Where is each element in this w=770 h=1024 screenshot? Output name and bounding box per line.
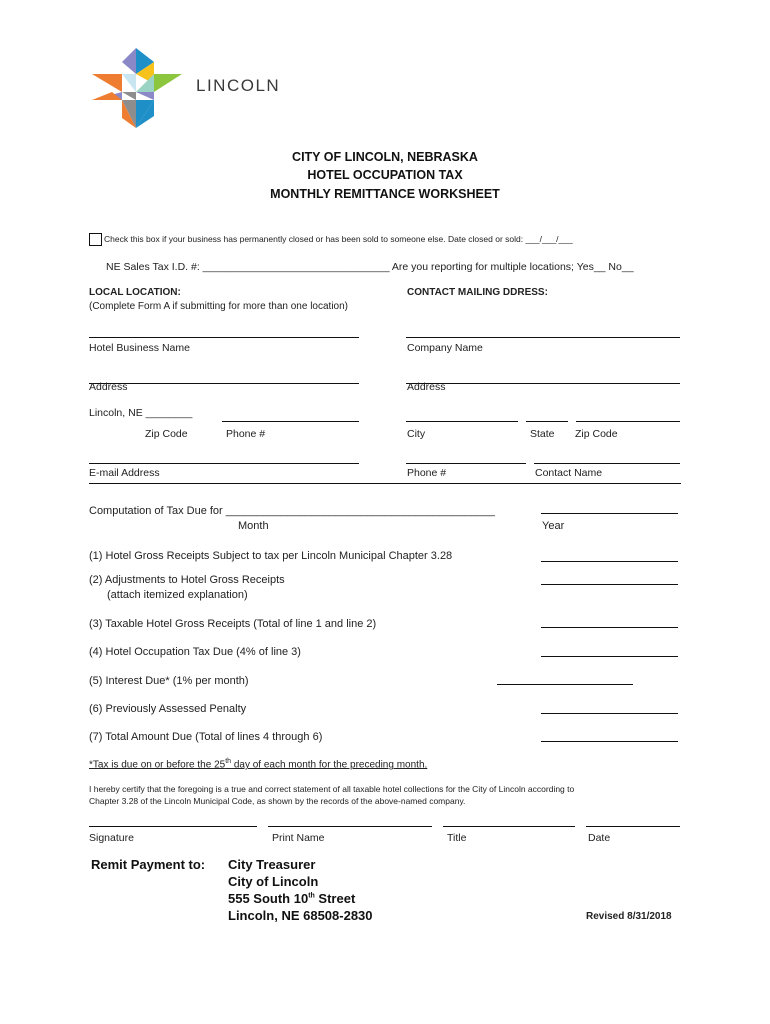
local-phone-label: Phone # bbox=[226, 428, 266, 440]
local-address-label: Address bbox=[89, 381, 128, 393]
line-1-field[interactable] bbox=[541, 561, 678, 562]
line-5-label: (5) Interest Due* (1% per month) bbox=[89, 675, 249, 687]
remit-street: 555 South 10 bbox=[228, 891, 309, 906]
footnote-text: *Tax is due on or before the 25 bbox=[89, 759, 226, 771]
due-date-footnote bbox=[89, 758, 427, 770]
logo-wordmark: LINCOLN bbox=[196, 76, 281, 95]
year-field[interactable] bbox=[541, 513, 678, 514]
mailing-phone-field[interactable] bbox=[406, 463, 526, 464]
mailing-city-label: City bbox=[407, 428, 426, 440]
computation-label[interactable]: Computation of Tax Due for ____________________________________________ bbox=[89, 505, 495, 517]
company-name-label: Company Name bbox=[407, 342, 483, 354]
header-city: CITY OF LINCOLN, NEBRASKA bbox=[292, 150, 478, 164]
line-2-note: (attach itemized explanation) bbox=[107, 589, 248, 601]
line-7-label: (7) Total Amount Due (Total of lines 4 through 6) bbox=[89, 731, 323, 743]
closed-checkbox[interactable] bbox=[89, 233, 102, 246]
date-field[interactable] bbox=[586, 826, 680, 827]
remit-street-end: Street bbox=[314, 891, 356, 906]
lincoln-logo bbox=[88, 44, 303, 132]
remit-street-sup: th bbox=[308, 892, 315, 900]
certify-line-1: I hereby certify that the foregoing is a true and correct statement of all taxable hotel collections for the City of Lincoln according to bbox=[89, 784, 575, 794]
remit-line-3 bbox=[228, 891, 355, 906]
mailing-address-label: Address bbox=[407, 381, 446, 393]
local-email-label: E-mail Address bbox=[89, 467, 160, 479]
contact-name-label: Contact Name bbox=[535, 467, 603, 479]
certify-line-2: Chapter 3.28 of the Lincoln Municipal Code, as shown by the records of the above-named company. bbox=[89, 796, 466, 806]
title-label: Title bbox=[447, 832, 467, 844]
mailing-state-field[interactable] bbox=[526, 421, 568, 422]
business-name-label: Hotel Business Name bbox=[89, 342, 190, 354]
footnote-sup: th bbox=[225, 758, 232, 765]
business-name-field[interactable] bbox=[89, 337, 359, 338]
line-7-field[interactable] bbox=[541, 741, 678, 742]
line-4-label: (4) Hotel Occupation Tax Due (4% of line 3) bbox=[89, 646, 301, 658]
local-address-field[interactable] bbox=[89, 383, 359, 384]
local-email-field[interactable] bbox=[89, 463, 359, 464]
mailing-address-field[interactable] bbox=[406, 383, 680, 384]
mailing-zip-field[interactable] bbox=[576, 421, 680, 422]
print-name-label: Print Name bbox=[272, 832, 325, 844]
remit-label: Remit Payment to: bbox=[91, 857, 206, 872]
mailing-address-heading: CONTACT MAILING DDRESS: bbox=[407, 287, 548, 298]
sales-tax-line[interactable]: NE Sales Tax I.D. #: ________________________________ Are you reporting for multiple locations; Yes__ No__ bbox=[106, 261, 634, 273]
line-5-field[interactable] bbox=[497, 684, 633, 685]
header-worksheet: MONTHLY REMITTANCE WORKSHEET bbox=[270, 187, 500, 201]
closed-notice: Check this box if your business has permanently closed or has been sold to someone else. Date closed or sold: ___/___/___ bbox=[104, 234, 573, 244]
local-phone-field[interactable] bbox=[222, 421, 359, 422]
remit-line-1: City Treasurer bbox=[228, 857, 316, 872]
line-1-label: (1) Hotel Gross Receipts Subject to tax per Lincoln Municipal Chapter 3.28 bbox=[89, 550, 453, 562]
line-6-label: (6) Previously Assessed Penalty bbox=[89, 703, 247, 715]
line-3-field[interactable] bbox=[541, 627, 678, 628]
company-name-field[interactable] bbox=[406, 337, 680, 338]
date-label: Date bbox=[588, 832, 611, 844]
local-city-line[interactable]: Lincoln, NE ________ bbox=[89, 407, 193, 419]
local-zip-label: Zip Code bbox=[145, 428, 188, 440]
header-tax: HOTEL OCCUPATION TAX bbox=[307, 168, 463, 182]
line-6-field[interactable] bbox=[541, 713, 678, 714]
mailing-zip-label: Zip Code bbox=[575, 428, 618, 440]
signature-label: Signature bbox=[89, 832, 134, 844]
print-name-field[interactable] bbox=[268, 826, 432, 827]
revised-date: Revised 8/31/2018 bbox=[586, 911, 672, 922]
signature-field[interactable] bbox=[89, 826, 257, 827]
footnote-text-end: day of each month for the preceding month. bbox=[231, 759, 428, 771]
mailing-phone-label: Phone # bbox=[407, 467, 447, 479]
section-divider bbox=[89, 483, 681, 484]
local-location-heading: LOCAL LOCATION: bbox=[89, 287, 181, 298]
mailing-city-field[interactable] bbox=[406, 421, 518, 422]
line-2-field[interactable] bbox=[541, 584, 678, 585]
mailing-state-label: State bbox=[530, 428, 555, 440]
remit-line-2: City of Lincoln bbox=[228, 874, 319, 889]
local-location-note: (Complete Form A if submitting for more than one location) bbox=[89, 301, 349, 312]
line-2-label: (2) Adjustments to Hotel Gross Receipts bbox=[89, 574, 285, 586]
year-label: Year bbox=[542, 520, 565, 532]
remit-line-4: Lincoln, NE 68508-2830 bbox=[228, 908, 373, 923]
lincoln-star-icon bbox=[88, 44, 188, 132]
month-label: Month bbox=[238, 520, 269, 532]
line-4-field[interactable] bbox=[541, 656, 678, 657]
title-field[interactable] bbox=[443, 826, 575, 827]
contact-name-field[interactable] bbox=[534, 463, 680, 464]
line-3-label: (3) Taxable Hotel Gross Receipts (Total of line 1 and line 2) bbox=[89, 618, 377, 630]
